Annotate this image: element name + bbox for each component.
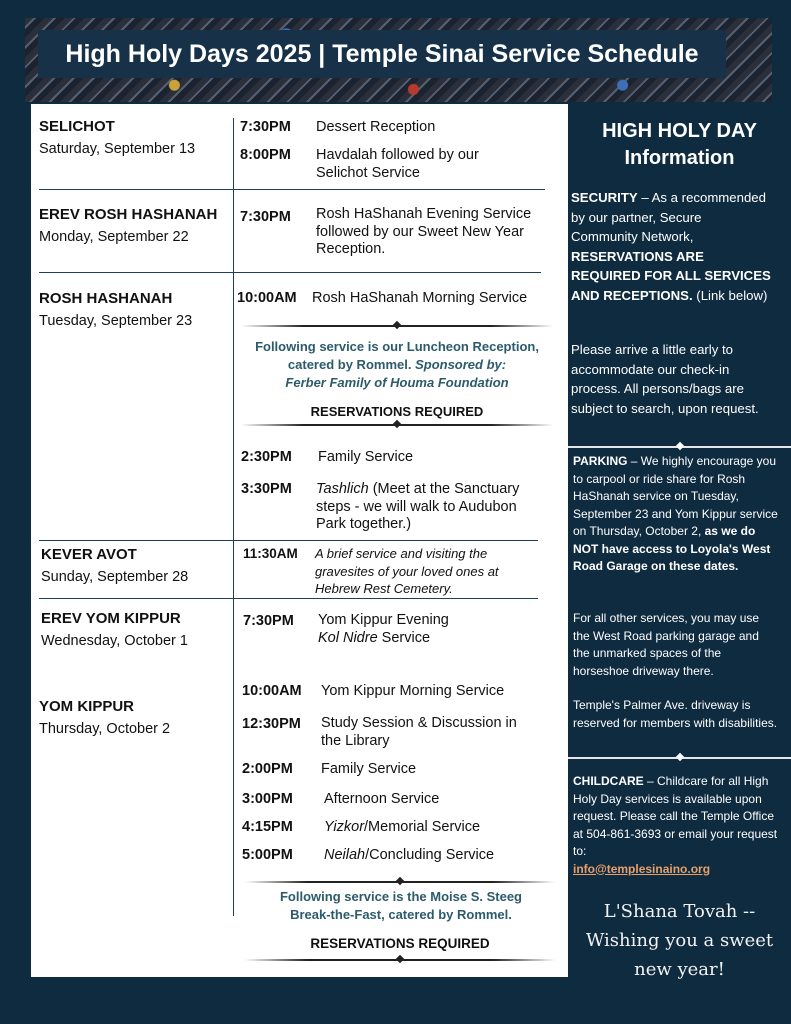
event-time: 3:30PM bbox=[241, 481, 292, 497]
arrival-paragraph: Please arrive a little early to accommodate our check-in process. All persons/bags are subject to search, upon request. bbox=[571, 342, 759, 416]
childcare-text: – Childcare for all High Holy Day services is available upon request. Please call the Temple Office at 504-861-3693 or email your request to: bbox=[573, 774, 778, 858]
palmer-paragraph: Temple's Palmer Ave. driveway is reserved for members with disabilities. bbox=[573, 698, 778, 730]
event-date: Saturday, September 13 bbox=[39, 141, 196, 157]
desc-text: /Concluding Service bbox=[365, 847, 495, 863]
desc-text: (Meet at the Sanctuary steps - we will walk to Audubon Park together.) bbox=[316, 481, 520, 532]
event-time: 3:00PM bbox=[242, 791, 293, 807]
event-date: Tuesday, September 23 bbox=[39, 313, 193, 329]
email-link[interactable]: info@templesinaino.org bbox=[573, 861, 711, 876]
event-kever-avot bbox=[41, 546, 188, 586]
parking-text: – We highly encourage you to carpool or ride share for Rosh HaShanah service on Tuesday, September 23 and Yom Kippur service on Thursday, October 2, bbox=[573, 454, 778, 538]
sidebar-heading bbox=[568, 118, 791, 172]
event-time: 2:30PM bbox=[241, 449, 292, 465]
event-name: YOM KIPPUR bbox=[39, 698, 135, 715]
event-description: Rosh HaShanah Evening Service followed by our Sweet New Year Reception. bbox=[316, 206, 532, 257]
ornament-divider bbox=[245, 878, 555, 886]
event-time: 7:30PM bbox=[240, 209, 291, 225]
heading-line: HIGH HOLY DAY bbox=[602, 120, 757, 142]
divider-line bbox=[39, 272, 541, 273]
event-description: Dessert Reception bbox=[316, 119, 436, 135]
info-sidebar bbox=[568, 104, 791, 984]
event-description: Havdalah followed by our Selichot Service bbox=[316, 147, 479, 181]
security-paragraph bbox=[571, 188, 771, 305]
event-rosh-hashanah bbox=[39, 290, 192, 330]
ornament-divider bbox=[245, 956, 555, 964]
parking-label: PARKING bbox=[573, 454, 628, 468]
event-description: Family Service bbox=[321, 761, 417, 777]
desc-italic: Yizkor bbox=[324, 819, 365, 835]
ornament-divider bbox=[241, 322, 553, 330]
closing-greeting: L'Shana Tovah -- Wishing you a sweet new year! bbox=[585, 901, 774, 980]
desc-italic: Neilah bbox=[324, 847, 366, 863]
security-text: – As a recommended by our partner, Secure Community Network, bbox=[571, 190, 766, 244]
desc-text: Service bbox=[381, 629, 431, 646]
event-description bbox=[318, 612, 518, 647]
security-tail: (Link below) bbox=[692, 287, 768, 303]
event-name: KEVER AVOT bbox=[41, 546, 137, 563]
event-time: 10:00AM bbox=[242, 683, 302, 699]
desc-italic: Tashlich bbox=[316, 481, 369, 497]
event-name: EREV YOM KIPPUR bbox=[41, 610, 181, 627]
event-description: Yom Kippur Morning Service bbox=[321, 683, 505, 699]
divider-line bbox=[39, 598, 538, 599]
security-bold: RESERVATIONS ARE REQUIRED FOR ALL SERVICES AND RECEPTIONS. bbox=[571, 248, 771, 303]
event-name: EREV ROSH HASHANAH bbox=[39, 206, 218, 223]
column-divider bbox=[233, 118, 234, 916]
event-time: 4:15PM bbox=[242, 819, 293, 835]
event-erev-rosh-hashanah bbox=[39, 206, 217, 246]
ornament-divider bbox=[568, 754, 791, 762]
divider-line bbox=[39, 189, 545, 190]
event-time: 7:30PM bbox=[240, 119, 291, 135]
event-date: Sunday, September 28 bbox=[41, 569, 189, 585]
event-description: Afternoon Service bbox=[324, 791, 440, 807]
desc-text: Yom Kippur Evening bbox=[318, 612, 449, 628]
event-date: Wednesday, October 1 bbox=[41, 633, 188, 649]
page-title: High Holy Days 2025 | Temple Sinai Service Schedule bbox=[38, 30, 726, 78]
event-time: 12:30PM bbox=[242, 716, 301, 732]
divider-line bbox=[39, 540, 538, 541]
event-name: SELICHOT bbox=[39, 118, 115, 135]
event-erev-yom-kippur bbox=[41, 610, 188, 650]
parking-paragraph bbox=[573, 453, 778, 576]
event-date: Thursday, October 2 bbox=[39, 721, 171, 737]
event-yom-kippur bbox=[39, 698, 170, 738]
parking-bold: as we do NOT have access to Loyola's West Road Garage on these dates. bbox=[573, 524, 771, 573]
event-description bbox=[324, 819, 480, 837]
event-time: 8:00PM bbox=[240, 147, 291, 163]
desc-italic: Kol Nidre bbox=[318, 629, 378, 646]
ornament-divider bbox=[241, 421, 553, 429]
event-description: A brief service and visiting the gravesites of your loved ones at Hebrew Rest Cemetery. bbox=[315, 546, 499, 596]
event-name: ROSH HASHANAH bbox=[39, 290, 173, 307]
childcare-paragraph bbox=[573, 773, 778, 878]
parking-other-paragraph: For all other services, you may use the West Road parking garage and the unmarked spaces of the horseshoe driveway there. bbox=[573, 611, 760, 678]
event-time: 10:00AM bbox=[237, 290, 297, 306]
note-sponsor-label: Sponsored by: bbox=[415, 357, 507, 372]
event-time: 5:00PM bbox=[242, 847, 293, 863]
event-description: Rosh HaShanah Morning Service bbox=[312, 290, 528, 306]
event-time: 2:00PM bbox=[242, 761, 293, 777]
heading-line: Information bbox=[624, 147, 735, 169]
event-time: 11:30AM bbox=[243, 546, 298, 561]
desc-text: /Memorial Service bbox=[364, 819, 481, 835]
event-description: Family Service bbox=[318, 449, 414, 465]
event-description bbox=[316, 481, 541, 534]
event-date: Monday, September 22 bbox=[39, 229, 189, 245]
note-sponsor-name: Ferber Family of Houma Foundation bbox=[285, 375, 509, 390]
schedule-panel bbox=[31, 104, 568, 977]
security-label: SECURITY bbox=[571, 190, 638, 205]
ornament-divider bbox=[568, 443, 791, 451]
reservations-required: RESERVATIONS REQUIRED bbox=[310, 936, 490, 951]
event-time: 7:30PM bbox=[243, 613, 294, 629]
luncheon-note bbox=[241, 338, 553, 392]
event-selichot bbox=[39, 118, 195, 158]
reservations-required: RESERVATIONS REQUIRED bbox=[310, 404, 484, 419]
break-fast-note: Following service is the Moise S. Steeg Break-the-Fast, catered by Rommel. bbox=[279, 889, 522, 922]
note-text: catered by Rommel. bbox=[287, 357, 412, 372]
childcare-label: CHILDCARE bbox=[573, 774, 644, 788]
note-text: Following service is our Luncheon Reception, bbox=[255, 339, 539, 354]
event-description bbox=[324, 847, 494, 865]
event-description: Study Session & Discussion in the Library bbox=[321, 715, 517, 749]
